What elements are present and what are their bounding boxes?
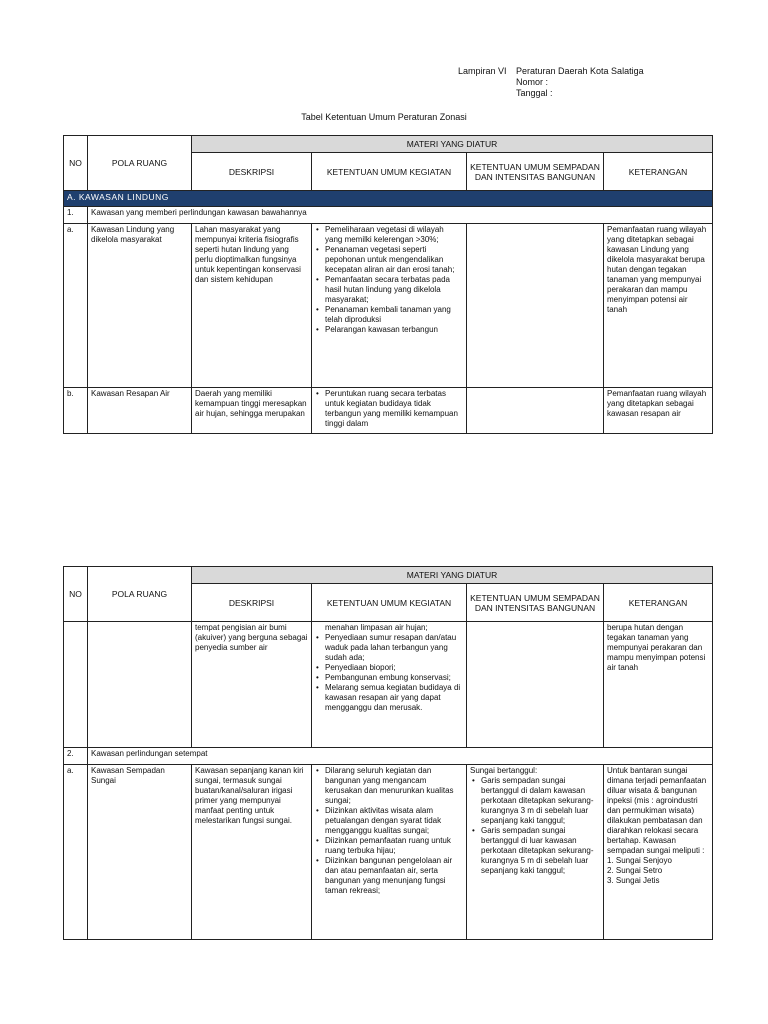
zoning-table-page-2 [63, 566, 713, 940]
row-keterangan [604, 388, 713, 434]
col-no-header: NO [64, 136, 88, 191]
row-pola-ruang: Kawasan Lindung yang dikelola masyarakat [88, 224, 192, 388]
row-keterangan: berupa hutan dengan tegakan tanaman yang mempunyai perakaran dan mampu menyimpan potensi air tanah [604, 622, 713, 748]
list-item: • Dilarang seluruh kegiatan dan bangunan yang mengancam kerusakan dan menurunkan kualitas sungai; [325, 766, 463, 806]
list-item: • Garis sempadan sungai bertanggul di dalam kawasan perkotaan ditetapkan sekurang-kurangnya 3 m di sebelah luar sepanjang kaki tanggul; [481, 776, 600, 826]
row-sempadan [467, 622, 604, 748]
col-keterangan-header: KETERANGAN [604, 153, 713, 191]
list-item: • Peruntukan ruang secara terbatas untuk kegiatan budidaya tidak terbangun yang memiliki kemampuan tinggi dalam [325, 389, 463, 429]
row-kegiatan [312, 388, 467, 434]
col-materi-header: MATERI YANG DIATUR [192, 136, 713, 153]
row-number [64, 622, 88, 748]
list-item: • Pemanfaatan secara terbatas pada hasil hutan lindung yang dikelola masyarakat; [325, 275, 463, 305]
row-kegiatan [312, 224, 467, 388]
nomor-label: Nomor : [516, 77, 549, 87]
list-item: • Penyediaan biopori; [325, 663, 463, 673]
col-deskripsi-header: DESKRIPSI [192, 153, 312, 191]
row-sempadan [467, 388, 604, 434]
col-pola-header: POLA RUANG [88, 567, 192, 622]
keterangan-text: Pemanfaatan ruang wilayah yang ditetapkan sebagai kawasan resapan air [607, 389, 707, 418]
list-item: • Penanaman vegetasi seperti pepohonan untuk mengendalikan kecepatan aliran air dan erosi tanah; [325, 245, 463, 275]
row-keterangan [604, 765, 713, 940]
group-label: Kawasan yang memberi perlindungan kawasan bawahannya [88, 207, 713, 224]
list-item: • Melarang semua kegiatan budidaya di kawasan resapan air yang dapat mengganggu dan merusak. [325, 683, 463, 713]
col-kegiatan-header: KETENTUAN UMUM KEGIATAN [312, 584, 467, 622]
row-pola-ruang [88, 622, 192, 748]
deskripsi-text: Daerah yang memiliki kemampuan tinggi meresapkan air hujan, sehingga merupakan [195, 389, 307, 418]
list-item: 3. Sungai Jetis [607, 876, 660, 885]
perda-label: Peraturan Daerah Kota Salatiga [516, 66, 644, 76]
row-sempadan [467, 224, 604, 388]
sempadan-title: Sungai bertanggul: [470, 766, 538, 775]
tanggal-label: Tanggal : [516, 88, 553, 98]
list-item: • Pemeliharaan vegetasi di wilayah yang memilki kelerengan >30%; [325, 225, 463, 245]
list-item: • Pembangunan embung konservasi; [325, 673, 463, 683]
row-deskripsi: Lahan masyarakat yang mempunyai kriteria fisiografis seperti hutan lindung yang perlu dioptimalkan fungsinya untuk kepentingan konservasi dan sistem kehidupan [192, 224, 312, 388]
list-item: • Penanaman kembali tanaman yang telah diproduksi [325, 305, 463, 325]
col-materi-header: MATERI YANG DIATUR [192, 567, 713, 584]
row-number: a. [64, 224, 88, 388]
row-kegiatan [312, 622, 467, 748]
row-number: a. [64, 765, 88, 940]
col-no-header: NO [64, 567, 88, 622]
zoning-table-page-1 [63, 135, 713, 434]
group-label: Kawasan perlindungan setempat [88, 748, 713, 765]
list-item: • Diizinkan pemanfaatan ruang untuk ruang terbuka hijau; [325, 836, 463, 856]
row-kegiatan [312, 765, 467, 940]
list-item: • Diizinkan aktivitas wisata alam petualangan dengan syarat tidak mengganggu kualitas sungai; [325, 806, 463, 836]
section-kawasan-lindung: A. KAWASAN LINDUNG [64, 191, 713, 207]
row-pola-ruang: Kawasan Sempadan Sungai [88, 765, 192, 940]
list-item: 1. Sungai Senjoyo [607, 856, 672, 865]
col-sempadan-header: KETENTUAN UMUM SEMPADAN DAN INTENSITAS BANGUNAN [467, 584, 604, 622]
list-item: • Diizinkan bangunan pengelolaan air dan atau pemanfaatan air, serta bangunan yang menunjang fungsi taman rekreasi; [325, 856, 463, 896]
list-item: • Garis sempadan sungai bertanggul di luar kawasan perkotaan ditetapkan sekurang-kurangnya 5 m di sebelah luar sepanjang kaki tanggul; [481, 826, 600, 876]
list-item: • Pelarangan kawasan terbangun [325, 325, 463, 335]
group-number: 2. [64, 748, 88, 765]
list-item: • Penyediaan sumur resapan dan/atau waduk pada lahan terbangun yang sudah ada; [325, 633, 463, 663]
col-deskripsi-header: DESKRIPSI [192, 584, 312, 622]
kegiatan-continued: menahan limpasan air hujan; [325, 623, 428, 632]
col-sempadan-header: KETENTUAN UMUM SEMPADAN DAN INTENSITAS BANGUNAN [467, 153, 604, 191]
keterangan-text: Untuk bantaran sungai dimana terjadi pemanfaatan diluar wisata & bangunan inpeksi (mis : agroindustri dan permukiman wisata) dilakukan pembatasan dan diarahkan relokasi secara bertahap. Kawasan sempadan sungai meliputi : [607, 766, 707, 855]
col-keterangan-header: KETERANGAN [604, 584, 713, 622]
document-title: Tabel Ketentuan Umum Peraturan Zonasi [301, 112, 467, 122]
row-pola-ruang: Kawasan Resapan Air [88, 388, 192, 434]
list-item: 2. Sungai Setro [607, 866, 663, 875]
col-kegiatan-header: KETENTUAN UMUM KEGIATAN [312, 153, 467, 191]
row-keterangan: Pemanfaatan ruang wilayah yang ditetapkan sebagai kawasan Lindung yang dikelola masyarakat berupa hutan dengan tegakan tanaman yang mempunyai perakaran dan mampu menyimpan potensi air tanah [604, 224, 713, 388]
row-deskripsi: tempat pengisian air bumi (akuiver) yang berguna sebagai penyedia sumber air [192, 622, 312, 748]
row-sempadan [467, 765, 604, 940]
lampiran-label: Lampiran VI [458, 66, 507, 76]
row-deskripsi: Kawasan sepanjang kanan kiri sungai, termasuk sungai buatan/kanal/saluran irigasi primer yang mempunyai manfaat penting untuk melestarikan fungsi sungai. [192, 765, 312, 940]
col-pola-header: POLA RUANG [88, 136, 192, 191]
row-number: b. [64, 388, 88, 434]
group-number: 1. [64, 207, 88, 224]
row-deskripsi [192, 388, 312, 434]
